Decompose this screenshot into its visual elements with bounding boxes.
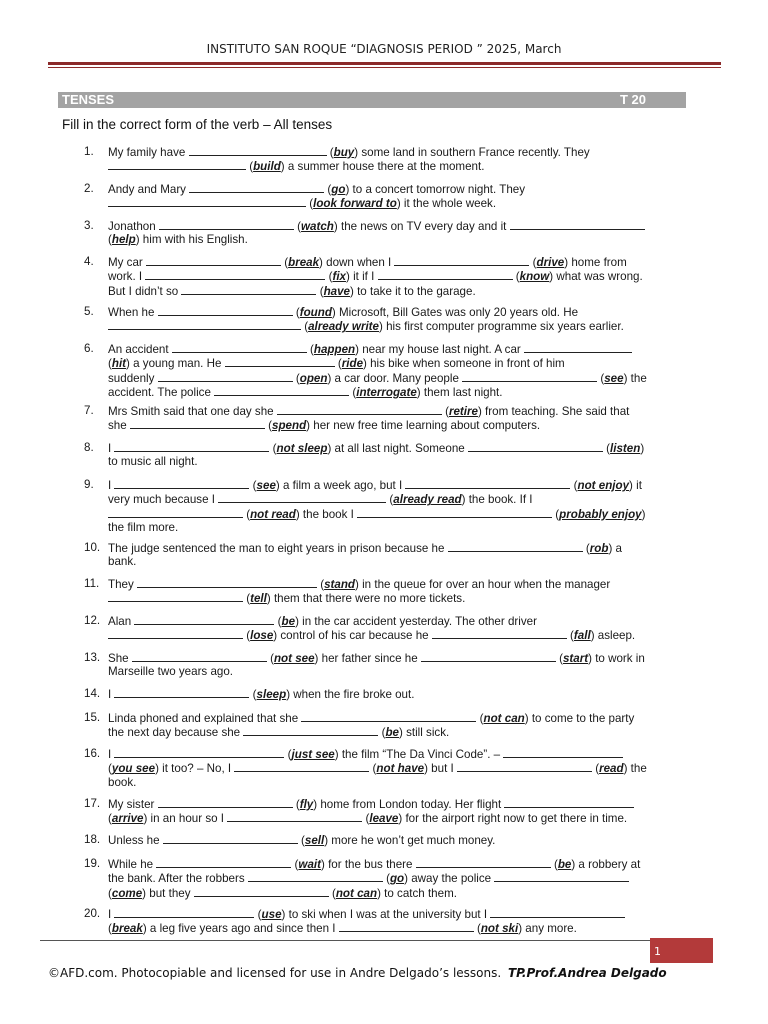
- exercise-line: (tell) them that there were no more tickets.: [108, 591, 686, 605]
- verb-prompt: stand: [324, 578, 356, 591]
- verb-prompt: not read: [250, 507, 296, 521]
- exercise-line: very much because I (already read) the book. If I: [108, 493, 533, 507]
- verb-prompt: hit: [111, 357, 127, 371]
- exercise-number: 12.: [84, 614, 101, 627]
- exercise-line: I (sleep) when the fire broke out.: [108, 688, 415, 701]
- verb-prompt: be: [385, 726, 399, 740]
- header-rule: [48, 62, 721, 65]
- exercise-line: The judge sentenced the man to eight years in prison because he (rob) a: [108, 542, 622, 555]
- verb-prompt: wait: [298, 858, 321, 871]
- exercise-number: 16.: [84, 747, 101, 760]
- exercise-line: My car (break) down when I (drive) home from: [108, 256, 627, 269]
- exercise-number: 9.: [84, 478, 94, 491]
- answer-blank[interactable]: [277, 404, 442, 415]
- answer-blank[interactable]: [405, 478, 570, 489]
- answer-blank[interactable]: [378, 269, 513, 280]
- exercise-line: accident. The police (interrogate) them last night.: [108, 385, 503, 399]
- answer-blank[interactable]: [214, 385, 349, 396]
- verb-prompt: already read: [393, 493, 462, 507]
- exercise-line: (break) a leg five years ago and since then I (not ski) any more.: [108, 922, 577, 936]
- verb-prompt: happen: [313, 343, 356, 356]
- answer-blank[interactable]: [504, 797, 634, 808]
- exercise-line: An accident (happen) near my house last night. A car: [108, 342, 686, 356]
- exercise-item: [84, 833, 686, 847]
- answer-blank[interactable]: [130, 418, 265, 429]
- verb-prompt: fall: [573, 629, 591, 643]
- section-title: TENSES: [62, 92, 115, 107]
- exercise-text: [108, 577, 686, 606]
- exercise-text: [108, 255, 686, 298]
- exercise-item: [84, 219, 686, 247]
- answer-blank[interactable]: [225, 356, 335, 367]
- verb-prompt: leave: [369, 812, 399, 826]
- exercise-number: 10.: [84, 541, 101, 554]
- verb-prompt: see: [604, 371, 624, 385]
- answer-blank[interactable]: [394, 255, 529, 266]
- exercise-number: 8.: [84, 441, 94, 454]
- answer-blank[interactable]: [339, 921, 474, 932]
- answer-blank[interactable]: [145, 269, 325, 280]
- exercise-item: [84, 255, 686, 298]
- exercise-number: 1.: [84, 145, 94, 158]
- exercise-number: 6.: [84, 342, 94, 355]
- exercise-item: [84, 907, 686, 936]
- answer-blank[interactable]: [108, 319, 301, 330]
- verb-prompt: watch: [301, 220, 334, 233]
- exercise-item: [84, 441, 686, 469]
- exercise-line: Marseille two years ago.: [108, 665, 234, 679]
- verb-prompt: lose: [250, 629, 274, 643]
- verb-prompt: retire: [448, 405, 478, 418]
- exercise-item: [84, 478, 686, 534]
- verb-prompt: break: [288, 256, 320, 269]
- exercise-item: [84, 541, 686, 569]
- answer-blank[interactable]: [114, 478, 249, 489]
- exercise-number: 5.: [84, 305, 94, 318]
- verb-prompt: sleep: [256, 688, 287, 701]
- exercise-text: [108, 404, 686, 433]
- verb-prompt: be: [281, 615, 296, 628]
- verb-prompt: buy: [333, 146, 355, 159]
- author-credit: TP.Prof.Andrea Delgado: [508, 966, 667, 980]
- footer-rule: [40, 940, 650, 941]
- exercise-text: [108, 711, 686, 740]
- verb-prompt: already write: [308, 320, 379, 334]
- exercise-item: [84, 857, 686, 900]
- answer-blank[interactable]: [457, 761, 592, 772]
- exercise-line: (build) a summer house there at the moment.: [108, 159, 686, 173]
- verb-prompt: go: [331, 183, 346, 196]
- exercise-line: (lose) control of his car because he (fall) asleep.: [108, 628, 686, 642]
- verb-prompt: not can: [483, 712, 525, 725]
- page-number-box: [650, 938, 713, 963]
- verb-prompt: not ski: [480, 922, 519, 936]
- exercise-line: to music all night.: [108, 455, 198, 469]
- exercise-number: 17.: [84, 797, 101, 810]
- answer-blank[interactable]: [234, 761, 369, 772]
- answer-blank[interactable]: [114, 687, 249, 698]
- verb-prompt: sell: [304, 834, 325, 847]
- answer-blank[interactable]: [503, 747, 623, 758]
- answer-blank[interactable]: [108, 628, 243, 639]
- answer-blank[interactable]: [137, 577, 317, 588]
- answer-blank[interactable]: [432, 628, 567, 639]
- answer-blank[interactable]: [448, 541, 583, 552]
- verb-prompt: rob: [589, 542, 609, 555]
- exercise-text: [108, 219, 686, 247]
- exercise-line: work. I (fix) it if I (know) what was wrong.: [108, 270, 643, 284]
- verb-prompt: be: [557, 858, 572, 871]
- verb-prompt: break: [111, 922, 143, 936]
- exercise-item: [84, 614, 686, 643]
- exercise-item: [84, 711, 686, 740]
- exercise-item: [84, 404, 686, 433]
- exercise-item: [84, 342, 686, 399]
- verb-prompt: tell: [250, 592, 267, 606]
- verb-prompt: start: [562, 652, 589, 665]
- verb-prompt: not sleep: [276, 442, 328, 455]
- verb-prompt: have: [323, 284, 350, 298]
- verb-prompt: not enjoy: [577, 479, 630, 492]
- exercise-line: bank.: [108, 555, 137, 569]
- exercise-number: 13.: [84, 651, 101, 664]
- exercise-number: 14.: [84, 687, 101, 700]
- exercise-line: (look forward to) it the whole week.: [108, 196, 686, 210]
- exercise-text: [108, 182, 686, 211]
- exercise-item: [84, 651, 686, 679]
- answer-blank[interactable]: [108, 507, 243, 518]
- exercise-line: I (not sleep) at all last night. Someone (listen): [108, 442, 645, 455]
- verb-prompt: fly: [299, 798, 314, 811]
- answer-blank[interactable]: [158, 797, 293, 808]
- answer-blank[interactable]: [243, 725, 378, 736]
- answer-blank[interactable]: [510, 219, 645, 230]
- exercise-line: My family have (buy) some land in southern France recently. They: [108, 146, 590, 159]
- header-rule-thin: [48, 67, 721, 68]
- answer-blank[interactable]: [114, 907, 254, 918]
- answer-blank[interactable]: [490, 907, 625, 918]
- exercise-text: [108, 145, 686, 174]
- exercise-item: [84, 687, 686, 701]
- answer-blank[interactable]: [108, 159, 246, 170]
- exercise-number: 7.: [84, 404, 94, 417]
- answer-blank[interactable]: [416, 857, 551, 868]
- answer-blank[interactable]: [159, 219, 294, 230]
- answer-blank[interactable]: [218, 492, 386, 503]
- answer-blank[interactable]: [357, 507, 552, 518]
- exercise-line: (you see) it too? – No, I (not have) but I (read) the: [108, 762, 647, 776]
- exercise-line: the bank. After the robbers (go) away the police: [108, 871, 686, 885]
- answer-blank[interactable]: [108, 196, 306, 207]
- exercise-line: (already write) his first computer programme six years earlier.: [108, 319, 686, 333]
- answer-blank[interactable]: [172, 342, 307, 353]
- exercise-item: [84, 145, 686, 174]
- verb-prompt: not can: [335, 886, 378, 900]
- verb-prompt: come: [111, 886, 143, 900]
- page-header: INSTITUTO SAN ROQUE “DIAGNOSIS PERIOD ” 2025, March: [206, 42, 562, 56]
- exercise-line: (come) but they (not can) to catch them.: [108, 886, 457, 900]
- answer-blank[interactable]: [181, 284, 316, 295]
- verb-prompt: spend: [272, 419, 307, 433]
- exercise-item: [84, 577, 686, 606]
- exercise-line: My sister (fly) home from London today. Her flight: [108, 797, 686, 811]
- answer-blank[interactable]: [524, 342, 632, 353]
- answer-blank[interactable]: [158, 305, 293, 316]
- exercise-text: [108, 305, 686, 334]
- exercise-line: (arrive) in an hour so I (leave) for the airport right now to get there in time.: [108, 812, 628, 826]
- answer-blank[interactable]: [108, 591, 243, 602]
- answer-blank[interactable]: [134, 614, 274, 625]
- exercise-line: (help) him with his English.: [108, 233, 248, 247]
- verb-prompt: know: [519, 270, 550, 284]
- answer-blank[interactable]: [163, 833, 298, 844]
- exercise-line: suddenly (open) a car door. Many people (see) the: [108, 371, 647, 385]
- exercise-text: [108, 614, 686, 643]
- exercise-item: [84, 797, 686, 826]
- exercise-number: 15.: [84, 711, 101, 724]
- exercise-item: [84, 182, 686, 211]
- verb-prompt: interrogate: [356, 385, 417, 399]
- answer-blank[interactable]: [468, 441, 603, 452]
- exercise-text: [108, 441, 686, 469]
- exercise-line: While he (wait) for the bus there (be) a robbery at: [108, 858, 641, 871]
- exercise-line: She (not see) her father since he (start) to work in: [108, 652, 645, 665]
- verb-prompt: found: [299, 306, 332, 319]
- exercise-line: the next day because she (be) still sick.: [108, 726, 450, 740]
- exercise-number: 19.: [84, 857, 101, 870]
- exercise-text: [108, 651, 686, 679]
- answer-blank[interactable]: [189, 182, 324, 193]
- verb-prompt: fix: [332, 270, 346, 284]
- verb-prompt: not have: [376, 762, 425, 776]
- worksheet-code: T 20: [619, 92, 646, 107]
- exercise-text: [108, 833, 686, 847]
- exercise-text: [108, 907, 686, 936]
- exercise-line: (hit) a young man. He (ride) his bike when someone in front of him: [108, 357, 565, 371]
- exercise-text: [108, 747, 686, 789]
- answer-blank[interactable]: [132, 651, 267, 662]
- exercise-line: (not read) the book I (probably enjoy): [108, 507, 686, 521]
- section-title-bar: [58, 92, 686, 108]
- verb-prompt: build: [253, 160, 281, 174]
- exercise-number: 3.: [84, 219, 94, 232]
- verb-prompt: not see: [273, 652, 315, 665]
- exercise-line: Unless he (sell) more he won’t get much money.: [108, 834, 496, 847]
- verb-prompt: you see: [111, 762, 156, 776]
- verb-prompt: listen: [610, 442, 641, 455]
- answer-blank[interactable]: [227, 811, 362, 822]
- verb-prompt: help: [111, 233, 136, 247]
- exercise-number: 4.: [84, 255, 94, 268]
- verb-prompt: look forward to: [313, 197, 397, 211]
- instruction: Fill in the correct form of the verb – All tenses: [62, 117, 333, 132]
- exercise-number: 11.: [84, 577, 100, 590]
- answer-blank[interactable]: [114, 441, 269, 452]
- answer-blank[interactable]: [156, 857, 291, 868]
- exercise-line: the film more.: [108, 520, 179, 534]
- exercise-number: 18.: [84, 833, 101, 846]
- exercise-text: [108, 687, 686, 701]
- exercise-number: 20.: [84, 907, 101, 920]
- verb-prompt: ride: [341, 357, 364, 371]
- answer-blank[interactable]: [194, 886, 329, 897]
- exercise-line: I (just see) the film “The Da Vinci Code”. –: [108, 747, 686, 761]
- exercise-line: I (see) a film a week ago, but I (not enjoy) it: [108, 479, 642, 492]
- answer-blank[interactable]: [248, 871, 383, 882]
- exercise-line: When he (found) Microsoft, Bill Gates was only 20 years old. He: [108, 306, 579, 319]
- exercise-line: Alan (be) in the car accident yesterday. The other driver: [108, 615, 537, 628]
- exercise-text: [108, 342, 686, 399]
- answer-blank[interactable]: [421, 651, 556, 662]
- exercise-item: [84, 747, 686, 789]
- verb-prompt: drive: [536, 256, 565, 269]
- answer-blank[interactable]: [462, 371, 597, 382]
- exercise-text: [108, 857, 686, 900]
- answer-blank[interactable]: [494, 871, 629, 882]
- exercise-line: Linda phoned and explained that she (not can) to come to the party: [108, 712, 635, 725]
- answer-blank[interactable]: [158, 371, 293, 382]
- exercise-text: [108, 541, 686, 569]
- verb-prompt: probably enjoy: [559, 507, 642, 521]
- verb-prompt: see: [256, 479, 276, 492]
- verb-prompt: use: [261, 908, 282, 921]
- exercise-line: They (stand) in the queue for over an hour when the manager: [108, 578, 611, 591]
- verb-prompt: read: [599, 762, 624, 776]
- exercise-number: 2.: [84, 182, 94, 195]
- answer-blank[interactable]: [146, 255, 281, 266]
- answer-blank[interactable]: [301, 711, 476, 722]
- exercise-text: [108, 797, 686, 826]
- verb-prompt: open: [299, 371, 328, 385]
- exercise-line: But I didn’t so (have) to take it to the garage.: [108, 284, 476, 298]
- verb-prompt: go: [389, 872, 405, 886]
- exercise-line: Andy and Mary (go) to a concert tomorrow night. They: [108, 183, 526, 196]
- exercise-line: Jonathon (watch) the news on TV every day and it: [108, 219, 686, 233]
- exercise-line: I (use) to ski when I was at the university but I: [108, 907, 686, 921]
- copyright-note: ©AFD.com. Photocopiable and licensed for use in Andre Delgado’s lessons.: [48, 966, 502, 980]
- verb-prompt: just see: [291, 748, 335, 761]
- exercise-line: book.: [108, 775, 137, 789]
- exercise-item: [84, 305, 686, 334]
- answer-blank[interactable]: [114, 747, 284, 758]
- exercise-line: she (spend) her new free time learning about computers.: [108, 419, 541, 433]
- exercise-line: Mrs Smith said that one day she (retire) from teaching. She said that: [108, 405, 630, 418]
- page-number: 1: [654, 945, 661, 958]
- answer-blank[interactable]: [189, 145, 327, 156]
- exercise-text: [108, 478, 686, 534]
- verb-prompt: arrive: [111, 812, 144, 826]
